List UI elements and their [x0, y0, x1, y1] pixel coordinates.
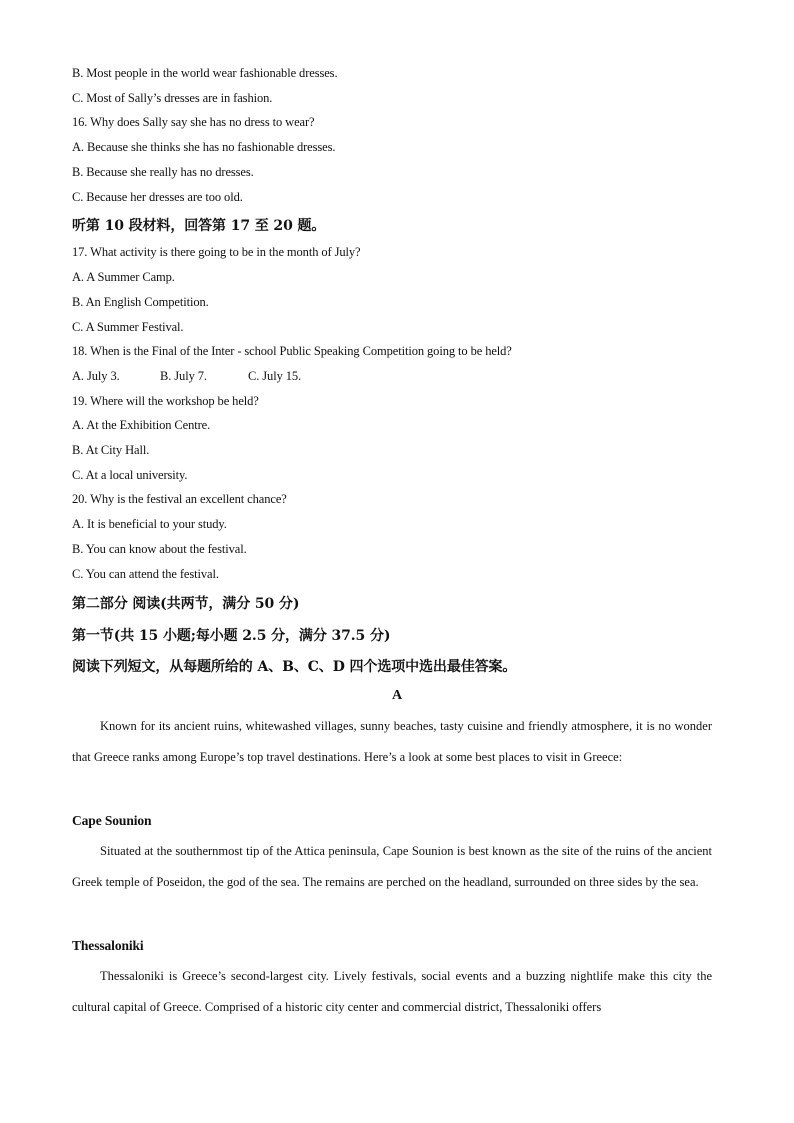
cape-sounion-title: Cape Sounion [72, 813, 152, 828]
option-19a: A. At the Exhibition Centre. [72, 418, 211, 432]
option-16b: B. Because she really has no dresses. [72, 165, 254, 179]
option-17b: B. An English Competition. [72, 295, 209, 309]
thessaloniki-title: Thessaloniki [72, 938, 144, 953]
option-20a: A. It is beneficial to your study. [72, 517, 227, 531]
option-15c: C. Most of Sally’s dresses are in fashion. [72, 91, 273, 105]
option-18a: A. July 3. [72, 369, 120, 383]
cape-sounion-paragraph: Situated at the southernmost tip of the Attica peninsula, Cape Sounion is best known as the site of the ruins of the ancient Greek temple of Poseidon, the god of the sea. The remains are perched on the headland, surrounded on three sides by the sea. [72, 844, 712, 889]
option-18c: C. July 15. [248, 369, 302, 383]
section-1-heading: 第一节(共 15 小题;每小题 2.5 分，满分 37.5 分) [72, 628, 391, 644]
option-17c: C. A Summer Festival. [72, 320, 184, 334]
instruction: 阅读下列短文，从每题所给的 A、B、C、D 四个选项中选出最佳答案。 [72, 659, 517, 675]
option-18b: B. July 7. [160, 369, 207, 383]
question-16: 16. Why does Sally say she has no dress to wear? [72, 115, 315, 129]
intro-paragraph: Known for its ancient ruins, whitewashed villages, sunny beaches, tasty cuisine and friendly atmosphere, it is no wonder that Greece ranks among Europe’s top travel destinations. Here’s a look at some best places to visit in Greece: [72, 719, 712, 764]
question-20: 20. Why is the festival an excellent chance? [72, 492, 287, 506]
option-15b: B. Most people in the world wear fashionable dresses. [72, 66, 338, 80]
option-16c: C. Because her dresses are too old. [72, 190, 243, 204]
option-19c: C. At a local university. [72, 468, 188, 482]
question-19: 19. Where will the workshop be held? [72, 394, 259, 408]
question-18: 18. When is the Final of the Inter - school Public Speaking Competition going to be held? [72, 344, 512, 358]
section-10-heading: 听第 10 段材料，回答第 17 至 20 题。 [72, 218, 326, 234]
option-20c: C. You can attend the festival. [72, 567, 219, 581]
option-20b: B. You can know about the festival. [72, 542, 247, 556]
options-18 [72, 369, 301, 384]
passage-label: A [391, 688, 402, 703]
part-2-heading: 第二部分 阅读(共两节，满分 50 分) [72, 596, 300, 612]
option-19b: B. At City Hall. [72, 443, 150, 457]
question-17: 17. What activity is there going to be in the month of July? [72, 245, 361, 259]
option-16a: A. Because she thinks she has no fashionable dresses. [72, 140, 336, 154]
option-17a: A. A Summer Camp. [72, 270, 175, 284]
thessaloniki-paragraph: Thessaloniki is Greece’s second-largest city. Lively festivals, social events and a buzzing nightlife make this city the cultural capital of Greece. Comprised of a historic city center and commercial district, Thessaloniki offers [72, 969, 712, 1014]
